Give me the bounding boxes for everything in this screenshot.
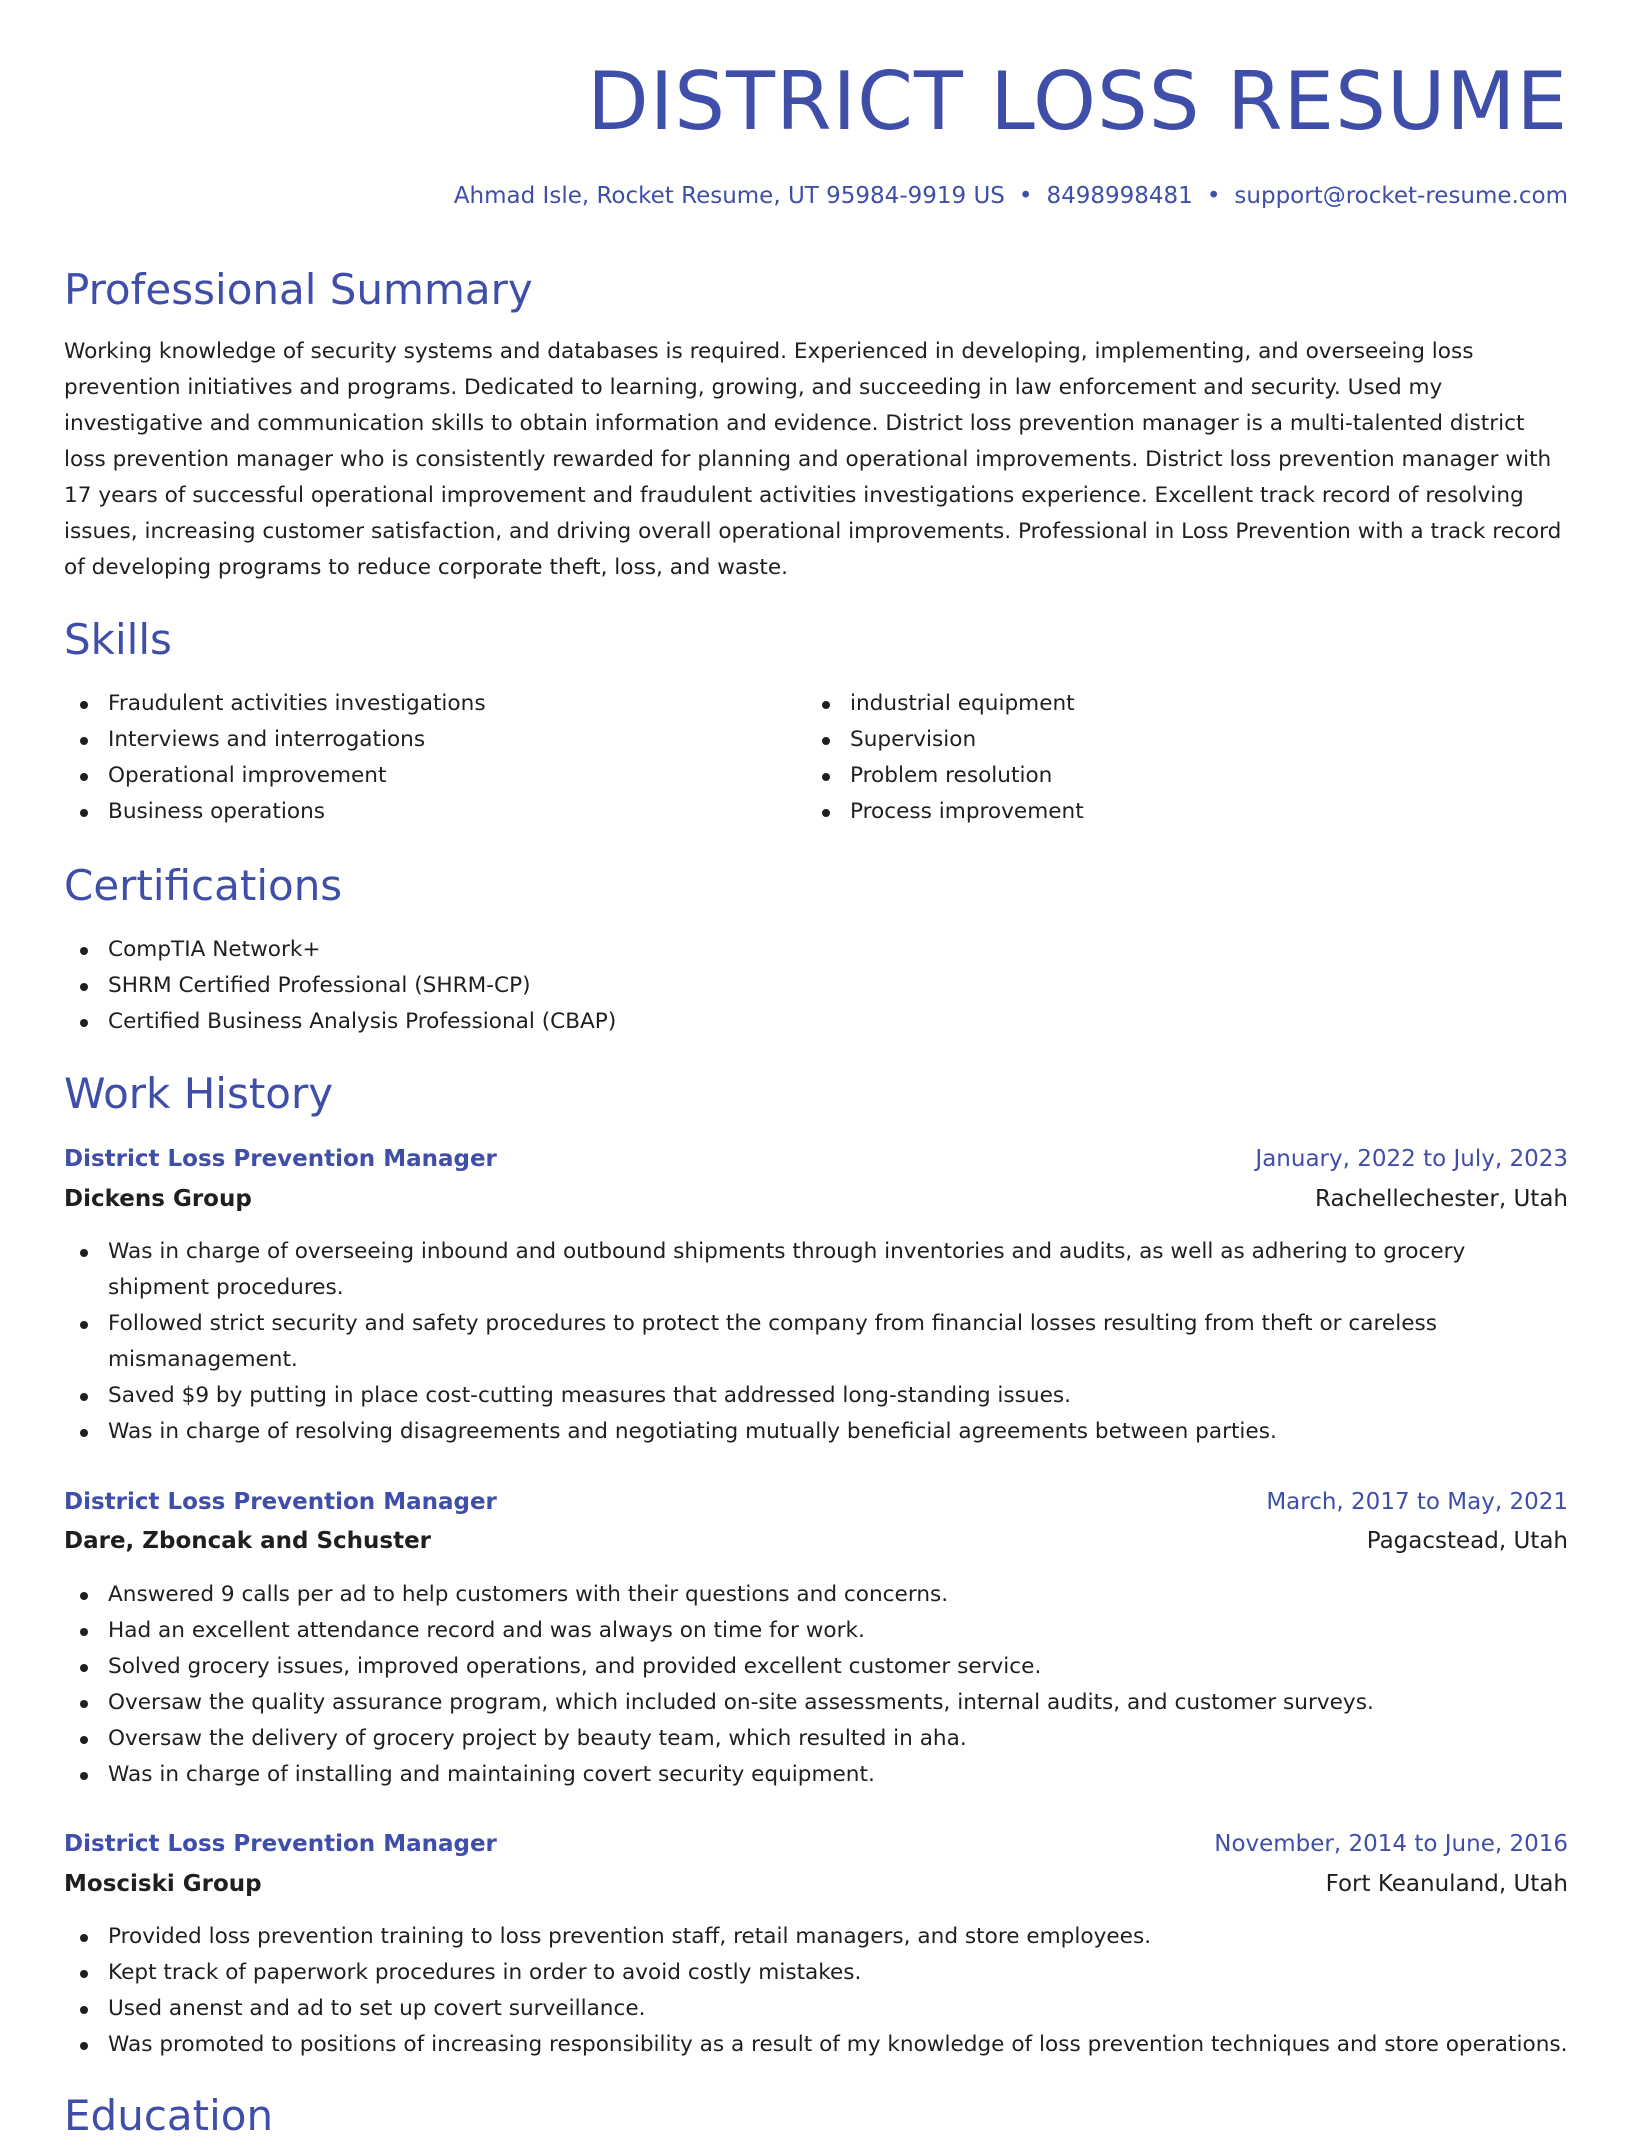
job-bullet: Followed strict security and safety procedures to protect the company from financial losses resulting from theft or careless mismanagement. — [108, 1306, 1568, 1378]
contact-phone: 8498998481 — [1046, 183, 1193, 209]
education-heading: Education — [64, 2091, 274, 2140]
job-bullet: Was promoted to positions of increasing responsibility as a result of my knowledge of loss prevention techniques and store operations. — [108, 2027, 1568, 2063]
skills-list-left — [64, 686, 486, 830]
job-bullet: Kept track of paperwork procedures in order to avoid costly mistakes. — [108, 1955, 1568, 1991]
resume-page — [64, 0, 1568, 2140]
job-title: District Loss Prevention Manager — [64, 1146, 497, 1172]
summary-text: Working knowledge of security systems and databases is required. Experienced in developing, implementing, and overseeing loss prevention initiatives and programs. Dedicated to learning, growing, and succeeding in law enforcement and security. Used my investigative and communication skills to obtain information and evidence. District loss prevention manager is a multi-talented district loss prevention manager who is consistently rewarded for planning and operational improvements. District loss prevention manager with 17 years of successful operational improvement and fraudulent activities investigations experience. Excellent track record of resolving issues, increasing customer satisfaction, and driving overall operational improvements. Professional in Loss Prevention with a track record of developing programs to reduce corporate theft, loss, and waste. — [64, 339, 1562, 580]
skill-item: industrial equipment — [850, 686, 1084, 722]
skill-item: Fraudulent activities investigations — [108, 686, 486, 722]
contact-separator: • — [1206, 183, 1221, 209]
job-bullet: Oversaw the quality assurance program, which included on-site assessments, internal audits, and customer surveys. — [108, 1685, 1568, 1721]
job-header — [64, 1486, 1568, 1518]
job-company-row — [64, 1183, 1568, 1215]
job-dates: November, 2014 to June, 2016 — [1214, 1831, 1568, 1857]
job-company-row — [64, 1525, 1568, 1557]
certifications-heading: Certifications — [64, 861, 343, 910]
job-location: Rachellechester, Utah — [1315, 1186, 1568, 1212]
certification-item: Certified Business Analysis Professional (CBAP) — [108, 1004, 616, 1040]
skill-item: Problem resolution — [850, 758, 1084, 794]
job-header — [64, 1828, 1568, 1860]
skills-heading: Skills — [64, 615, 172, 664]
contact-email[interactable]: support@rocket-resume.com — [1234, 183, 1568, 209]
job-company: Mosciski Group — [64, 1871, 262, 1897]
job-bullet: Answered 9 calls per ad to help customers with their questions and concerns. — [108, 1577, 1568, 1613]
job-dates: March, 2017 to May, 2021 — [1266, 1489, 1568, 1515]
job-bullet: Provided loss prevention training to loss prevention staff, retail managers, and store employees. — [108, 1919, 1568, 1955]
skills-list-right — [806, 686, 1084, 830]
skill-item: Process improvement — [850, 794, 1084, 830]
job-location: Fort Keanuland, Utah — [1325, 1871, 1568, 1897]
job-bullet: Oversaw the delivery of grocery project by beauty team, which resulted in aha. — [108, 1721, 1568, 1757]
job-bullet: Was in charge of resolving disagreements and negotiating mutually beneficial agreements between parties. — [108, 1414, 1568, 1450]
job-bullet: Solved grocery issues, improved operations, and provided excellent customer service. — [108, 1649, 1568, 1685]
job-bullets — [64, 1234, 1568, 1450]
job-title: District Loss Prevention Manager — [64, 1831, 497, 1857]
job-company: Dickens Group — [64, 1186, 252, 1212]
contact-address: Ahmad Isle, Rocket Resume, UT 95984-9919 US — [453, 183, 1005, 209]
job-bullet: Saved $9 by putting in place cost-cutting measures that addressed long-standing issues. — [108, 1378, 1568, 1414]
job-header — [64, 1143, 1568, 1175]
job-location: Pagacstead, Utah — [1366, 1528, 1568, 1554]
contact-separator: • — [1018, 183, 1033, 209]
job-company-row — [64, 1868, 1568, 1900]
job-title: District Loss Prevention Manager — [64, 1489, 497, 1515]
job-bullet: Had an excellent attendance record and was always on time for work. — [108, 1613, 1568, 1649]
skill-item: Interviews and interrogations — [108, 722, 486, 758]
job-bullet: Was in charge of installing and maintaining covert security equipment. — [108, 1757, 1568, 1793]
job-company: Dare, Zboncak and Schuster — [64, 1528, 432, 1554]
skill-item: Business operations — [108, 794, 486, 830]
job-bullets — [64, 1577, 1568, 1793]
certification-item: CompTIA Network+ — [108, 932, 616, 968]
certification-item: SHRM Certified Professional (SHRM-CP) — [108, 968, 616, 1004]
summary-heading: Professional Summary — [64, 265, 533, 314]
resume-title: DISTRICT LOSS RESUME — [587, 55, 1568, 148]
work-history-heading: Work History — [64, 1069, 334, 1118]
job-dates: January, 2022 to July, 2023 — [1255, 1146, 1568, 1172]
certifications-list — [64, 932, 616, 1040]
job-bullets — [64, 1919, 1568, 2063]
skill-item: Supervision — [850, 722, 1084, 758]
job-bullet: Used anenst and ad to set up covert surveillance. — [108, 1991, 1568, 2027]
skill-item: Operational improvement — [108, 758, 486, 794]
contact-line — [454, 180, 1568, 212]
job-bullet: Was in charge of overseeing inbound and outbound shipments through inventories and audits, as well as adhering to grocery shipment procedures. — [108, 1234, 1568, 1306]
